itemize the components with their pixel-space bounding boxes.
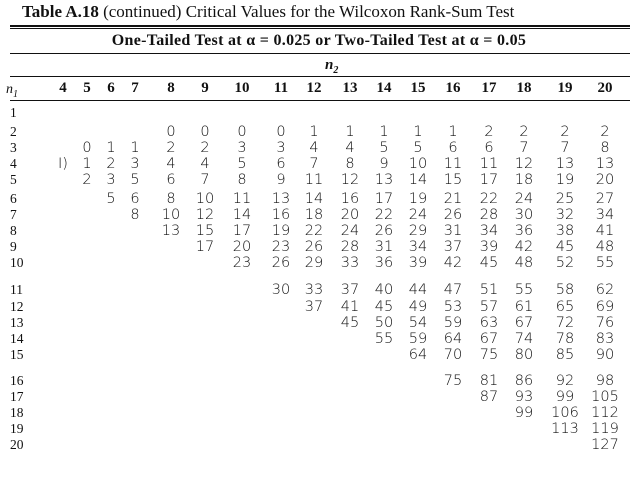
table-cell: 3 xyxy=(237,140,247,156)
table-cell: 2 xyxy=(82,172,92,188)
n1-axis-label: $n_1$ xyxy=(6,82,18,100)
table-cell: 5 xyxy=(379,140,389,156)
table-cell: 7 xyxy=(519,140,529,156)
top-rule xyxy=(10,25,630,27)
table-cell: 2 xyxy=(519,124,529,140)
table-cell: 41 xyxy=(340,299,360,315)
table-cell: 2 xyxy=(166,140,176,156)
n1-row-label: 15 xyxy=(10,347,24,362)
n1-row-label: 4 xyxy=(10,156,17,171)
n1-row-label: 5 xyxy=(10,172,17,187)
table-cell: 99 xyxy=(555,389,575,405)
table-cell: 28 xyxy=(479,207,499,223)
table-cell: 78 xyxy=(555,331,575,347)
table-cell: 72 xyxy=(555,315,575,331)
table-cell: 59 xyxy=(443,315,463,331)
table-cell: 27 xyxy=(595,191,615,207)
table-cell: 11 xyxy=(443,156,463,172)
table-cell: 0 xyxy=(200,124,210,140)
n1-row-label: 8 xyxy=(10,223,17,238)
table-cell: I) xyxy=(58,156,68,172)
table-cell: 8 xyxy=(345,156,355,172)
table-cell: 55 xyxy=(514,282,534,298)
table-cell: 92 xyxy=(555,373,575,389)
n1-row-label: 12 xyxy=(10,299,24,314)
table-cell: 14 xyxy=(232,207,252,223)
table-cell: 1 xyxy=(345,124,355,140)
table-cell: 113 xyxy=(551,421,579,437)
table-cell: 65 xyxy=(555,299,575,315)
table-cell: 3 xyxy=(106,172,116,188)
n1-row-label: 14 xyxy=(10,331,24,346)
table-cell: 23 xyxy=(232,255,252,271)
table-cell: 61 xyxy=(514,299,534,315)
table-subtitle: One-Tailed Test at α = 0.025 or Two-Tailed Test at α = 0.05 xyxy=(111,32,527,49)
n1-row-label: 6 xyxy=(10,191,17,206)
table-cell: 26 xyxy=(374,223,394,239)
table-cell: 0 xyxy=(276,124,286,140)
table-cell: 48 xyxy=(595,239,615,255)
table-cell: 50 xyxy=(374,315,394,331)
table-cell: 26 xyxy=(443,207,463,223)
table-cell: 18 xyxy=(514,172,534,188)
n1-row-label: 20 xyxy=(10,437,24,452)
n2-header-19: 19 xyxy=(557,80,573,96)
table-cell: 3 xyxy=(130,156,140,172)
n1-row-label: 18 xyxy=(10,405,24,420)
table-cell: 6 xyxy=(448,140,458,156)
table-cell: 21 xyxy=(443,191,463,207)
table-cell: 24 xyxy=(514,191,534,207)
table-cell: 67 xyxy=(514,315,534,331)
table-cell: 17 xyxy=(195,239,215,255)
table-cell: 6 xyxy=(484,140,494,156)
n2-header-13: 13 xyxy=(342,80,358,96)
table-cell: 33 xyxy=(340,255,360,271)
n2-header-18: 18 xyxy=(516,80,532,96)
n2-header-11: 11 xyxy=(273,80,289,96)
table-cell: 52 xyxy=(555,255,575,271)
table-cell: 2 xyxy=(560,124,570,140)
table-cell: 12 xyxy=(195,207,215,223)
table-cell: 45 xyxy=(374,299,394,315)
table-cell: 13 xyxy=(271,191,291,207)
table-cell: 9 xyxy=(276,172,286,188)
table-cell: 1 xyxy=(448,124,458,140)
n1-row-label: 2 xyxy=(10,124,17,139)
table-cell: 112 xyxy=(591,405,619,421)
table-cell: 20 xyxy=(340,207,360,223)
table-cell: 80 xyxy=(514,347,534,363)
n2-header-7: 7 xyxy=(131,80,139,96)
table-cell: 39 xyxy=(479,239,499,255)
table-cell: 90 xyxy=(595,347,615,363)
table-cell: 3 xyxy=(276,140,286,156)
table-cell: 45 xyxy=(340,315,360,331)
n2-header-16: 16 xyxy=(445,80,461,96)
n1-row-label: 11 xyxy=(10,282,23,297)
table-cell: 48 xyxy=(514,255,534,271)
table-cell: 6 xyxy=(166,172,176,188)
table-cell: 45 xyxy=(479,255,499,271)
table-cell: 83 xyxy=(595,331,615,347)
table-cell: 55 xyxy=(374,331,394,347)
header-rule xyxy=(10,100,630,101)
table-cell: 69 xyxy=(595,299,615,315)
table-cell: 64 xyxy=(443,331,463,347)
table-cell: 15 xyxy=(443,172,463,188)
table-cell: 4 xyxy=(200,156,210,172)
table-cell: 53 xyxy=(443,299,463,315)
n1-row-label: 1 xyxy=(10,105,17,120)
table-cell: 37 xyxy=(443,239,463,255)
table-cell: 34 xyxy=(408,239,428,255)
n1-row-label: 13 xyxy=(10,315,24,330)
table-cell: 4 xyxy=(345,140,355,156)
table-cell: 18 xyxy=(304,207,324,223)
table-cell: 2 xyxy=(106,156,116,172)
table-cell: 5 xyxy=(237,156,247,172)
table-cell: 5 xyxy=(106,191,116,207)
table-cell: 23 xyxy=(271,239,291,255)
table-cell: 51 xyxy=(479,282,499,298)
subtitle-rule xyxy=(10,53,630,54)
table-cell: 22 xyxy=(304,223,324,239)
table-cell: 58 xyxy=(555,282,575,298)
table-cell: 19 xyxy=(408,191,428,207)
table-cell: 4 xyxy=(309,140,319,156)
table-cell: 37 xyxy=(304,299,324,315)
table-cell: 8 xyxy=(166,191,176,207)
table-cell: 17 xyxy=(374,191,394,207)
table-cell: 13 xyxy=(595,156,615,172)
table-cell: 4 xyxy=(166,156,176,172)
table-cell: 74 xyxy=(514,331,534,347)
table-cell: 93 xyxy=(514,389,534,405)
n1-row-label: 19 xyxy=(10,421,24,436)
table-cell: 2 xyxy=(484,124,494,140)
table-cell: 2 xyxy=(200,140,210,156)
table-cell: 8 xyxy=(237,172,247,188)
n1-row-label: 3 xyxy=(10,140,17,155)
table-cell: 26 xyxy=(271,255,291,271)
table-cell: 44 xyxy=(408,282,428,298)
table-cell: 20 xyxy=(232,239,252,255)
table-cell: 31 xyxy=(443,223,463,239)
table-cell: 57 xyxy=(479,299,499,315)
top-rule-thin xyxy=(10,28,630,29)
table-cell: 8 xyxy=(130,207,140,223)
table-cell: 85 xyxy=(555,347,575,363)
table-cell: 28 xyxy=(340,239,360,255)
table-cell: 98 xyxy=(595,373,615,389)
table-cell: 14 xyxy=(304,191,324,207)
n2-header-9: 9 xyxy=(201,80,209,96)
table-cell: 42 xyxy=(514,239,534,255)
table-cell: 29 xyxy=(408,223,428,239)
table-cell: 34 xyxy=(595,207,615,223)
table-cell: 38 xyxy=(555,223,575,239)
n2-header-14: 14 xyxy=(376,80,392,96)
table-cell: 70 xyxy=(443,347,463,363)
n2-header-20: 20 xyxy=(597,80,613,96)
table-cell: 5 xyxy=(413,140,423,156)
table-cell: 5 xyxy=(130,172,140,188)
table-cell: 11 xyxy=(304,172,324,188)
table-cell: 47 xyxy=(443,282,463,298)
table-cell: 10 xyxy=(161,207,181,223)
table-cell: 30 xyxy=(271,282,291,298)
table-cell: 59 xyxy=(408,331,428,347)
n1-row-label: 9 xyxy=(10,239,17,254)
table-cell: 0 xyxy=(166,124,176,140)
table-cell: 10 xyxy=(195,191,215,207)
table-cell: 16 xyxy=(271,207,291,223)
table-cell: 39 xyxy=(408,255,428,271)
table-cell: 24 xyxy=(408,207,428,223)
table-cell: 25 xyxy=(555,191,575,207)
table-cell: 99 xyxy=(514,405,534,421)
n2-header-12: 12 xyxy=(306,80,322,96)
table-cell: 11 xyxy=(479,156,499,172)
table-cell: 37 xyxy=(340,282,360,298)
table-cell: 20 xyxy=(595,172,615,188)
table-cell: 106 xyxy=(551,405,579,421)
table-cell: 7 xyxy=(309,156,319,172)
table-cell: 13 xyxy=(555,156,575,172)
table-cell: 1 xyxy=(130,140,140,156)
table-cell: 36 xyxy=(374,255,394,271)
table-cell: 36 xyxy=(514,223,534,239)
table-cell: 87 xyxy=(479,389,499,405)
table-cell: 15 xyxy=(195,223,215,239)
table-cell: 1 xyxy=(106,140,116,156)
table-cell: 9 xyxy=(379,156,389,172)
n2-header-10: 10 xyxy=(234,80,250,96)
n2-axis-label: $n_2$ xyxy=(325,57,339,76)
table-title: (continued) Critical Values for the Wilcoxon Rank-Sum Test xyxy=(103,2,515,21)
table-cell: 54 xyxy=(408,315,428,331)
table-cell: 12 xyxy=(340,172,360,188)
table-cell: 86 xyxy=(514,373,534,389)
table-cell: 63 xyxy=(479,315,499,331)
table-cell: 55 xyxy=(595,255,615,271)
table-cell: 49 xyxy=(408,299,428,315)
table-cell: 64 xyxy=(408,347,428,363)
table-cell: 22 xyxy=(374,207,394,223)
table-cell: 19 xyxy=(271,223,291,239)
table-cell: 29 xyxy=(304,255,324,271)
table-cell: 34 xyxy=(479,223,499,239)
table-cell: 1 xyxy=(82,156,92,172)
table-cell: 12 xyxy=(514,156,534,172)
table-cell: 26 xyxy=(304,239,324,255)
table-cell: 16 xyxy=(340,191,360,207)
n1-row-label: 7 xyxy=(10,207,17,222)
table-cell: 14 xyxy=(408,172,428,188)
table-cell: 62 xyxy=(595,282,615,298)
table-cell: 19 xyxy=(555,172,575,188)
n1-row-label: 16 xyxy=(10,373,24,388)
table-cell: 7 xyxy=(200,172,210,188)
n2-header-17: 17 xyxy=(481,80,497,96)
table-cell: 22 xyxy=(479,191,499,207)
table-cell: 11 xyxy=(232,191,252,207)
table-cell: 75 xyxy=(479,347,499,363)
table-cell: 13 xyxy=(161,223,181,239)
n2-header-15: 15 xyxy=(410,80,426,96)
table-cell: 81 xyxy=(479,373,499,389)
table-cell: 1 xyxy=(309,124,319,140)
n2-header-4: 4 xyxy=(59,80,67,96)
n2-header-6: 6 xyxy=(107,80,115,96)
table-cell: 40 xyxy=(374,282,394,298)
table-cell: 67 xyxy=(479,331,499,347)
table-cell: 119 xyxy=(591,421,619,437)
table-cell: 7 xyxy=(560,140,570,156)
table-cell: 8 xyxy=(600,140,610,156)
table-cell: 30 xyxy=(514,207,534,223)
n2-header-8: 8 xyxy=(167,80,175,96)
table-cell: 10 xyxy=(408,156,428,172)
table-cell: 41 xyxy=(595,223,615,239)
table-cell: 76 xyxy=(595,315,615,331)
table-caption xyxy=(22,2,514,22)
table-cell: 42 xyxy=(443,255,463,271)
n1-row-label: 17 xyxy=(10,389,24,404)
table-cell: 105 xyxy=(591,389,619,405)
table-cell: 2 xyxy=(600,124,610,140)
n2-rule xyxy=(10,76,630,77)
table-cell: 45 xyxy=(555,239,575,255)
table-cell: 24 xyxy=(340,223,360,239)
table-cell: 13 xyxy=(374,172,394,188)
table-cell: 32 xyxy=(555,207,575,223)
table-cell: 75 xyxy=(443,373,463,389)
table-cell: 17 xyxy=(232,223,252,239)
table-cell: 31 xyxy=(374,239,394,255)
table-cell: 17 xyxy=(479,172,499,188)
table-cell: 6 xyxy=(276,156,286,172)
table-cell: 127 xyxy=(591,437,619,453)
table-cell: 1 xyxy=(379,124,389,140)
table-cell: 0 xyxy=(82,140,92,156)
table-cell: 1 xyxy=(413,124,423,140)
table-number: Table A.18 xyxy=(22,2,99,21)
table-cell: 0 xyxy=(237,124,247,140)
n1-row-label: 10 xyxy=(10,255,24,270)
n2-header-5: 5 xyxy=(83,80,91,96)
table-cell: 6 xyxy=(130,191,140,207)
table-cell: 33 xyxy=(304,282,324,298)
